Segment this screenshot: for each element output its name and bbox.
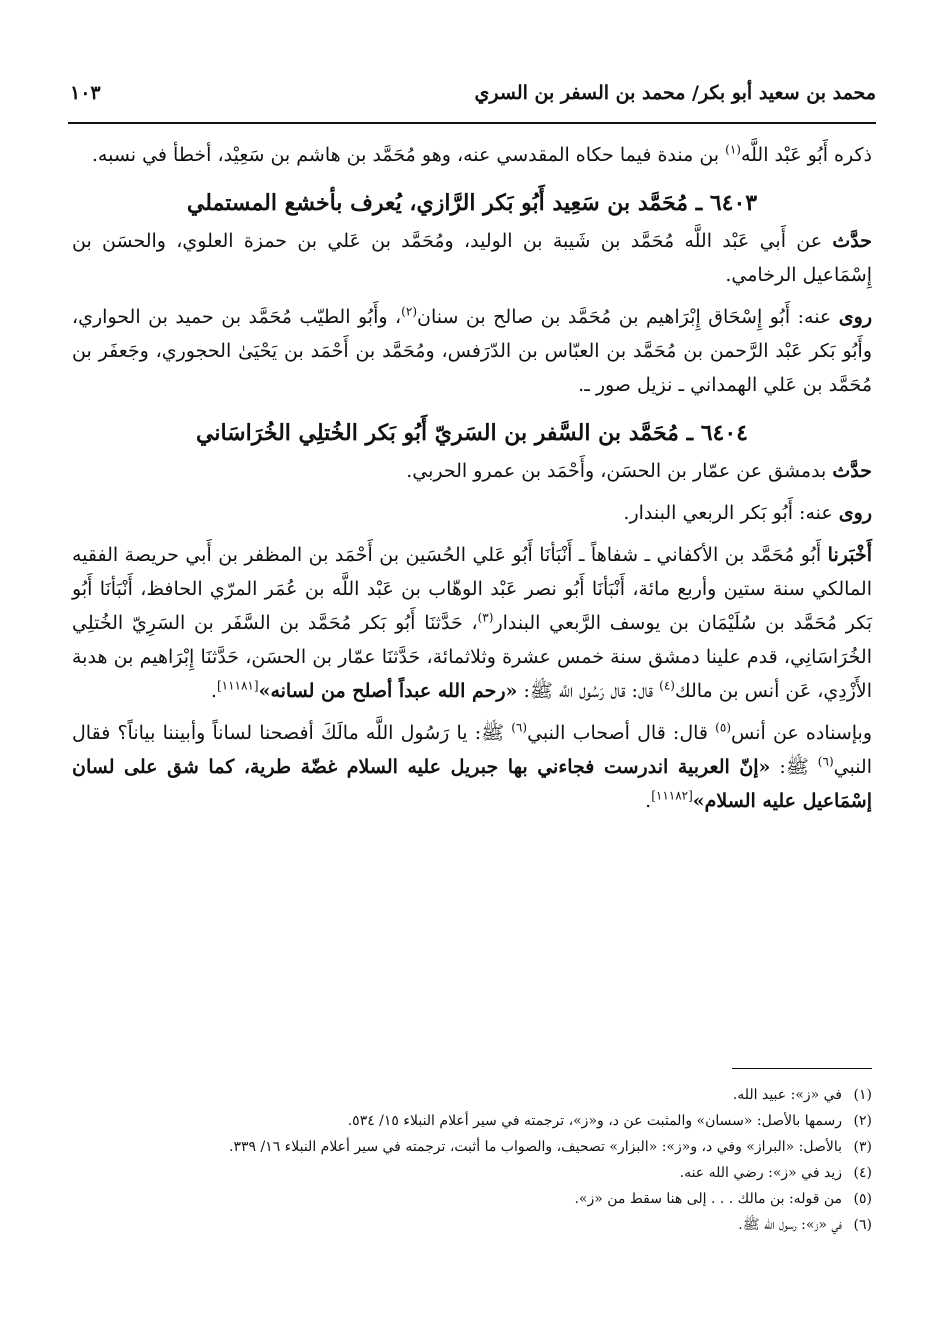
footnote-text: في «ز»: رسول الله ﷺ.: [738, 1217, 842, 1233]
footnote-marker[interactable]: (٢): [401, 304, 417, 319]
entry-6404-rawa: روى عنه: أَبُو بَكر الربعي البندار.: [623, 502, 872, 524]
hadith-reference: [١١١٨١]: [216, 678, 259, 693]
footnote-item: [72, 1186, 872, 1212]
footnote-marker[interactable]: (٦): [817, 754, 834, 769]
hadith-text: «إنّ العربية اندرست فجاءني بها جبريل عليه السلام غضّة طرية، كما شق على لسان إسْمَاعيل عليه السلام»: [72, 756, 872, 812]
footnote-item: [72, 1212, 872, 1238]
footnote-text: زيد في «ز»: رضي الله عنه.: [679, 1165, 842, 1181]
footnote-marker[interactable]: (٥): [715, 720, 731, 735]
footnote-text: من قوله: بن مالك . . . إلى هنا سقط من «ز».: [574, 1191, 842, 1207]
running-title: محمد بن سعيد أبو بكر/ محمد بن السفر بن السري: [474, 82, 876, 104]
footnote-text: رسمها بالأصل: «سسان» والمثبت عن د، و«ز»، ترجمته في سير أعلام النبلاء ١٥/ ٥٣٤.: [347, 1113, 842, 1129]
entry-title-6404: ٦٤٠٤ ـ مُحَمَّد بن السَّفر بن السَريّ أَبُو بَكر الخُتلِي الخُرَاسَاني: [196, 420, 748, 446]
footnote-marker[interactable]: (٤): [659, 678, 675, 693]
footnote-list: [72, 1082, 872, 1238]
footnote-item: [72, 1134, 872, 1160]
isnad-paragraph: أَخْبَرنا أَبُو مُحَمَّد بن الأكفاني ـ شفاهاً ـ أَنْبَأنَا أَبُو عَلي الحُسَين بن أَحْمَد بن المظفر بن أَبي حريصة الفقيه المالكي سنة ستين وأربع مائة، أَنْبَأنَا أَبُو نصر عَبْد الوهّاب بن عَبْد اللَّه بن عُمَر المرّي الحافظ، أَنْبَأنَا أَبُو بَكر مُحَمَّد بن سُلَيْمَان بن يوسف الرَّبعي البندار$^{(٣)}$، حَدَّثنَا أَبُو بَكر مُحَمَّد بن السَّفَر بن السَرِيّ الخُتلِي الخُرَاسَانِي، قدم علينا دمشق سنة خمس عشرة وثلاثمائة، حَدَّثنَا عمّار بن الحسَن، حَدَّثنَا إِبْرَاهيم بن هدبة الأَزْدِي، عَن أنس بن مالك$^{(٤)}$ قال: قال رَسُول اللَّه ﷺ: «رحم الله عبداً أصلح من لسانه»[١١١٨١].: [72, 544, 872, 702]
page-header: [68, 82, 876, 124]
footnote-number: (٦): [853, 1217, 872, 1233]
hadith-reference: [١١١٨٢]: [651, 788, 693, 803]
footnote-marker[interactable]: (١): [725, 142, 741, 157]
entry-6403-rawa: روى عنه: أَبُو إِسْحَاق إِبْرَاهيم بن مُحَمَّد بن صالح بن سنان$^{(٢)}$، وأَبُو الطيّب مُحَمَّد بن حميد بن الحواري، وأَبُو بَكر عَبْد الرَّحمن بن مُحَمَّد بن العبّاس بن الدّرَفس، ومُحَمَّد بن أَحْمَد بن يَحْيَىٰ الحجوري، وجَعفَر بن مُحَمَّد بن عَلي الهمداني ـ نزيل صور ـ.: [72, 304, 872, 396]
main-text: [72, 138, 872, 818]
page-number: ١٠٣: [70, 82, 101, 104]
rawa-lead: روى: [838, 306, 872, 328]
footnote-text: بالأصل: «البراز» وفي د، و«ز»: «البزار» تصحيف، والصواب ما أثبت، ترجمته في سير أعلام النبلاء ١٦/ ٣٣٩.: [228, 1139, 842, 1155]
hadith-text: «رحم الله عبداً أصلح من لسانه»: [258, 680, 518, 702]
footnote-item: [72, 1108, 872, 1134]
entry-6404-haddath: حدَّث بدمشق عن عمّار بن الحسَن، وأَحْمَد بن عمرو الحربي.: [406, 460, 872, 482]
footnote-item: [72, 1082, 872, 1108]
rawa-lead: روى: [838, 502, 872, 524]
footnote-number: (١): [853, 1087, 872, 1103]
footnote-number: (٥): [853, 1191, 872, 1207]
footnote-number: (٤): [853, 1165, 872, 1181]
entry-6403-haddath: حدَّث عن أَبي عَبْد اللَّه مُحَمَّد بن شَيبة بن الوليد، ومُحَمَّد بن عَلي بن حمزة العلوي، والحسَن بن إِسْمَاعيل الرخامي.: [72, 230, 872, 286]
footnote-number: (٢): [853, 1113, 872, 1129]
entry-title-6403: ٦٤٠٣ ـ مُحَمَّد بن سَعِيد أَبُو بَكر الرَّازي، يُعرف بأخشع المستملي: [186, 190, 758, 216]
footnote-number: (٣): [853, 1139, 872, 1155]
akhbarana-lead: أَخْبَرنا: [827, 544, 872, 566]
footnote-divider: [732, 1068, 872, 1069]
haddath-lead: حدَّث: [832, 460, 872, 482]
footnote-marker[interactable]: (٣): [477, 610, 494, 625]
intro-paragraph: ذكره أَبُو عَبْد اللَّه$^{(١)}$ بن مندة فيما حكاه المقدسي عنه، وهو مُحَمَّد بن هاشم بن سَعِيْد، أخطأ في نسبه.: [91, 142, 872, 166]
footnote-text: في «ز»: عبيد الله.: [732, 1087, 842, 1103]
second-hadith-paragraph: وبإسناده عن أنس$^{(٥)}$ قال: قال أصحاب النبي$^{(٦)}$ ﷺ: يا رَسُول اللَّه مالَكَ أفصحنا لساناً وأبيننا بياناً؟ فقال النبي$^{(٦)}$ ﷺ: «إنّ العربية اندرست فجاءني بها جبريل عليه السلام غضّة طرية، كما شق على لسان إسْمَاعيل عليه السلام»[١١١٨٢].: [72, 720, 873, 812]
haddath-lead: حدَّث: [832, 230, 872, 252]
footnote-marker[interactable]: (٦): [511, 720, 528, 735]
footnote-item: [72, 1160, 872, 1186]
